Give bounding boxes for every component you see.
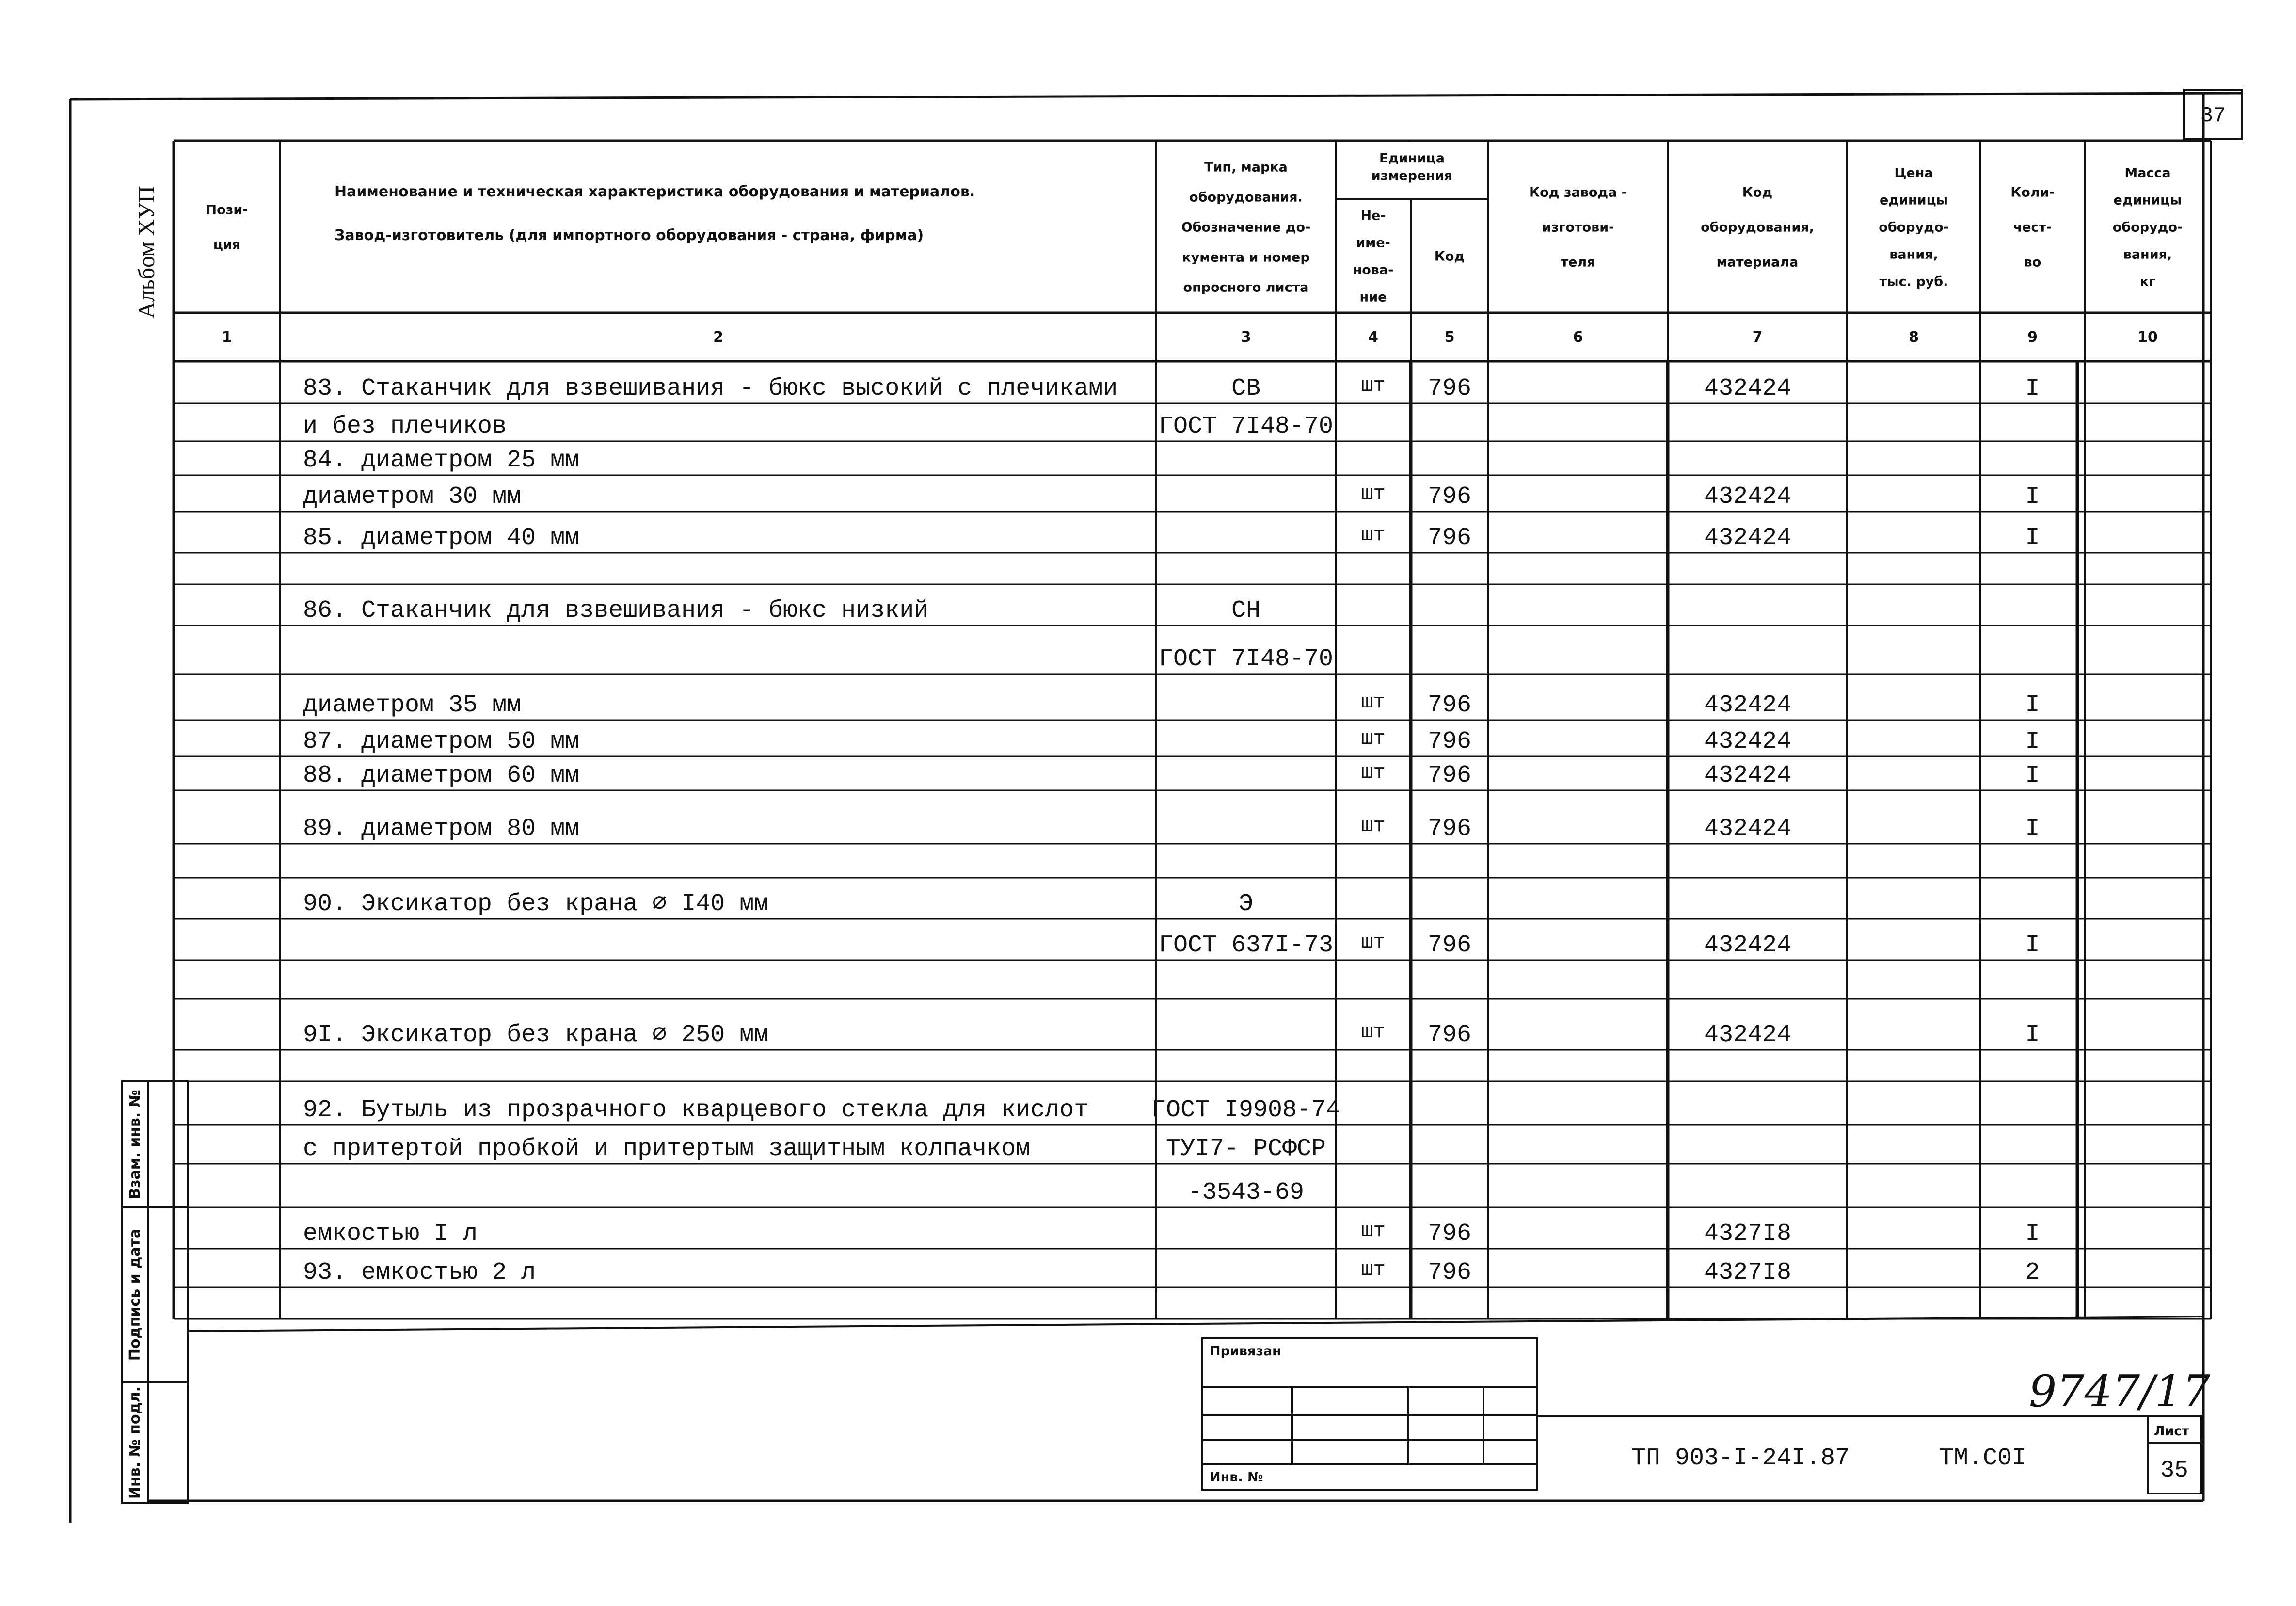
column-number-7: 7 <box>1752 329 1763 346</box>
item-name: емкостью I л <box>303 1220 478 1248</box>
header-col-2-line: Завод-изготовитель (для импортного оборудования - страна, фирма) <box>335 227 924 244</box>
material-code: 432424 <box>1704 691 1792 719</box>
unit-name: шт <box>1361 482 1386 505</box>
unit-code: 796 <box>1427 691 1472 719</box>
column-number-2: 2 <box>713 329 723 346</box>
unit-name: шт <box>1361 727 1386 750</box>
unit-name: шт <box>1361 1020 1386 1044</box>
unit-code: 796 <box>1427 815 1472 843</box>
quantity: I <box>2025 524 2040 552</box>
sheet-number: 35 <box>2160 1458 2188 1484</box>
unit-name: шт <box>1361 814 1386 837</box>
header-col-4-line: име- <box>1356 235 1390 251</box>
item-name: с притертой пробкой и притертым защитным колпачком <box>303 1135 1031 1163</box>
header-col-7-line: оборудования, <box>1701 220 1814 235</box>
quantity: I <box>2025 375 2040 402</box>
table-row <box>303 1020 2040 1049</box>
column-number-9: 9 <box>2027 329 2038 346</box>
item-type: ГОСТ 637I-73 <box>1158 931 1334 959</box>
item-name: 83. Стаканчик для взвешивания - бюкс высокий с плечиками <box>303 375 1118 402</box>
unit-name: шт <box>1361 1258 1386 1281</box>
quantity: I <box>2025 728 2040 755</box>
header-col-9-line: во <box>2024 255 2041 270</box>
unit-name: шт <box>1361 691 1386 714</box>
item-type: ГОСТ 7I48-70 <box>1158 413 1334 440</box>
table-row <box>303 597 1260 625</box>
unit-code: 796 <box>1427 1259 1472 1286</box>
table-row <box>1159 645 1333 673</box>
material-code: 4327I8 <box>1704 1259 1792 1286</box>
header-col-4-line: ние <box>1359 289 1387 305</box>
title-block <box>189 1317 2203 1494</box>
unit-code: 796 <box>1427 483 1472 511</box>
unit-code: 796 <box>1427 524 1472 552</box>
column-number-4: 4 <box>1368 329 1378 346</box>
header-col-6-line: изготови- <box>1542 220 1614 235</box>
header-col-3-line: Обозначение до- <box>1181 220 1311 235</box>
inventory-number-label: Инв. № <box>1210 1470 1263 1485</box>
table-row <box>303 761 2040 789</box>
item-name: 89. диаметром 80 мм <box>303 815 580 843</box>
header-col-10-line: вания, <box>2123 247 2172 262</box>
quantity: I <box>2025 1021 2040 1049</box>
side-stamp-replaced-inv: Взам. инв. № <box>127 1090 144 1199</box>
header-col-8-line: вания, <box>1889 247 1938 262</box>
table-row <box>303 727 2040 755</box>
item-name: 84. диаметром 25 мм <box>303 447 580 474</box>
unit-name: шт <box>1361 931 1386 954</box>
table-row <box>1159 931 2040 959</box>
header-col-9-line: Коли- <box>2010 185 2055 200</box>
material-code: 432424 <box>1704 762 1792 789</box>
table-row <box>303 413 1333 440</box>
material-code: 432424 <box>1704 728 1792 755</box>
unit-group-label: Единица <box>1379 151 1445 166</box>
table-row <box>303 482 2040 511</box>
header-col-9-line: чест- <box>2013 220 2052 235</box>
header-col-3-line: Тип, марка <box>1204 160 1288 175</box>
item-name: 9I. Эксикатор без крана ∅ 250 мм <box>303 1021 769 1049</box>
header-col-8-line: тыс. руб. <box>1879 274 1948 289</box>
section-code: ТМ.С0I <box>1939 1445 2027 1472</box>
item-type: ГОСТ I9908-74 <box>1151 1096 1341 1124</box>
column-number-6: 6 <box>1573 329 1583 346</box>
unit-name: шт <box>1361 374 1386 397</box>
quantity: I <box>2025 931 2040 959</box>
table-row <box>303 447 579 474</box>
album-label: Альбом ХУП <box>134 186 159 319</box>
header-col-5-line: Код <box>1434 249 1465 264</box>
item-name: 92. Бутыль из прозрачного кварцевого стекла для кислот <box>303 1096 1089 1124</box>
table-row <box>303 890 1253 918</box>
table-row <box>303 814 2040 843</box>
side-stamp-signature-date: Подпись и дата <box>127 1228 144 1361</box>
material-code: 432424 <box>1704 483 1792 511</box>
unit-name: шт <box>1361 761 1386 784</box>
unit-group-label: измерения <box>1371 168 1453 183</box>
unit-name: шт <box>1361 523 1386 546</box>
header-col-8-line: оборудо- <box>1879 220 1949 235</box>
quantity: I <box>2025 815 2040 843</box>
header-col-8-line: единицы <box>1879 193 1948 208</box>
item-name: 93. емкостью 2 л <box>303 1259 536 1286</box>
item-name: диаметром 35 мм <box>303 691 522 719</box>
tied-label: Привязан <box>1210 1344 1281 1359</box>
material-code: 432424 <box>1704 375 1792 402</box>
document-code: ТП 903-I-24I.87 <box>1631 1445 1850 1472</box>
unit-code: 796 <box>1427 1220 1472 1248</box>
material-code: 432424 <box>1704 524 1792 552</box>
column-number-10: 10 <box>2137 329 2158 346</box>
quantity: I <box>2025 762 2040 789</box>
column-number-5: 5 <box>1444 329 1455 346</box>
header-col-1-line: ция <box>213 237 241 253</box>
header-col-8-line: Цена <box>1894 165 1933 181</box>
unit-code: 796 <box>1427 1021 1472 1049</box>
item-type: Э <box>1238 890 1254 918</box>
item-type: СВ <box>1231 375 1261 402</box>
header-col-10-line: кг <box>2139 274 2156 289</box>
item-name: 86. Стаканчик для взвешивания - бюкс низкий <box>303 597 929 625</box>
quantity: I <box>2025 691 2040 719</box>
item-name: 90. Эксикатор без крана ∅ I40 мм <box>303 890 769 918</box>
table-row <box>303 1258 2040 1286</box>
item-name: и без плечиков <box>303 413 507 440</box>
material-code: 4327I8 <box>1704 1220 1792 1248</box>
item-type: -3543-69 <box>1187 1179 1305 1206</box>
unit-code: 796 <box>1427 762 1472 789</box>
unit-code: 796 <box>1427 728 1472 755</box>
header-col-6-line: теля <box>1561 255 1595 270</box>
table-row <box>303 1135 1326 1163</box>
header-col-10-line: Масса <box>2124 165 2171 181</box>
header-col-3-line: кумента и номер <box>1182 250 1310 265</box>
table-header <box>206 151 2183 346</box>
header-col-10-line: единицы <box>2113 193 2182 208</box>
header-col-7-line: материала <box>1716 255 1799 270</box>
table-row <box>1188 1179 1304 1206</box>
table-row <box>303 523 2040 552</box>
item-name: диаметром 30 мм <box>303 483 522 511</box>
item-name: 85. диаметром 40 мм <box>303 524 580 552</box>
table-row <box>303 374 2040 402</box>
item-type: ГОСТ 7I48-70 <box>1158 645 1334 673</box>
unit-name: шт <box>1361 1219 1386 1242</box>
column-number-1: 1 <box>222 329 232 346</box>
table-row <box>303 1219 2040 1248</box>
material-code: 432424 <box>1704 815 1792 843</box>
table-body <box>303 374 2040 1286</box>
material-code: 432424 <box>1704 1021 1792 1049</box>
table-row <box>303 691 2040 719</box>
quantity: 2 <box>2025 1259 2040 1286</box>
unit-code: 796 <box>1427 375 1472 402</box>
sheet-label: Лист <box>2154 1424 2189 1439</box>
header-col-4-line: нова- <box>1353 262 1394 278</box>
handwritten-note: 9747/17 <box>2029 1366 2210 1417</box>
header-col-1-line: Пози- <box>206 202 248 218</box>
side-stamp-original-inv: Инв. № подл. <box>127 1386 144 1499</box>
unit-code: 796 <box>1427 931 1472 959</box>
item-name: 88. диаметром 60 мм <box>303 762 580 789</box>
header-col-4-line: Не- <box>1360 208 1386 224</box>
quantity: I <box>2025 1220 2040 1248</box>
header-col-6-line: Код завода - <box>1529 185 1627 200</box>
quantity: I <box>2025 483 2040 511</box>
column-number-8: 8 <box>1909 329 1919 346</box>
table-row <box>303 1096 1340 1124</box>
material-code: 432424 <box>1704 931 1792 959</box>
item-type: СН <box>1231 597 1261 625</box>
header-col-10-line: оборудо- <box>2112 220 2183 235</box>
page-number: 37 <box>2200 104 2226 128</box>
item-type: ТУI7- РСФСР <box>1165 1135 1326 1163</box>
header-col-3-line: оборудования. <box>1189 190 1303 205</box>
header-col-7-line: Код <box>1742 185 1773 200</box>
header-col-2-line: Наименование и техническая характеристика оборудования и материалов. <box>335 183 975 200</box>
item-name: 87. диаметром 50 мм <box>303 728 580 755</box>
header-col-3-line: опросного листа <box>1183 280 1309 295</box>
column-number-3: 3 <box>1241 329 1251 346</box>
